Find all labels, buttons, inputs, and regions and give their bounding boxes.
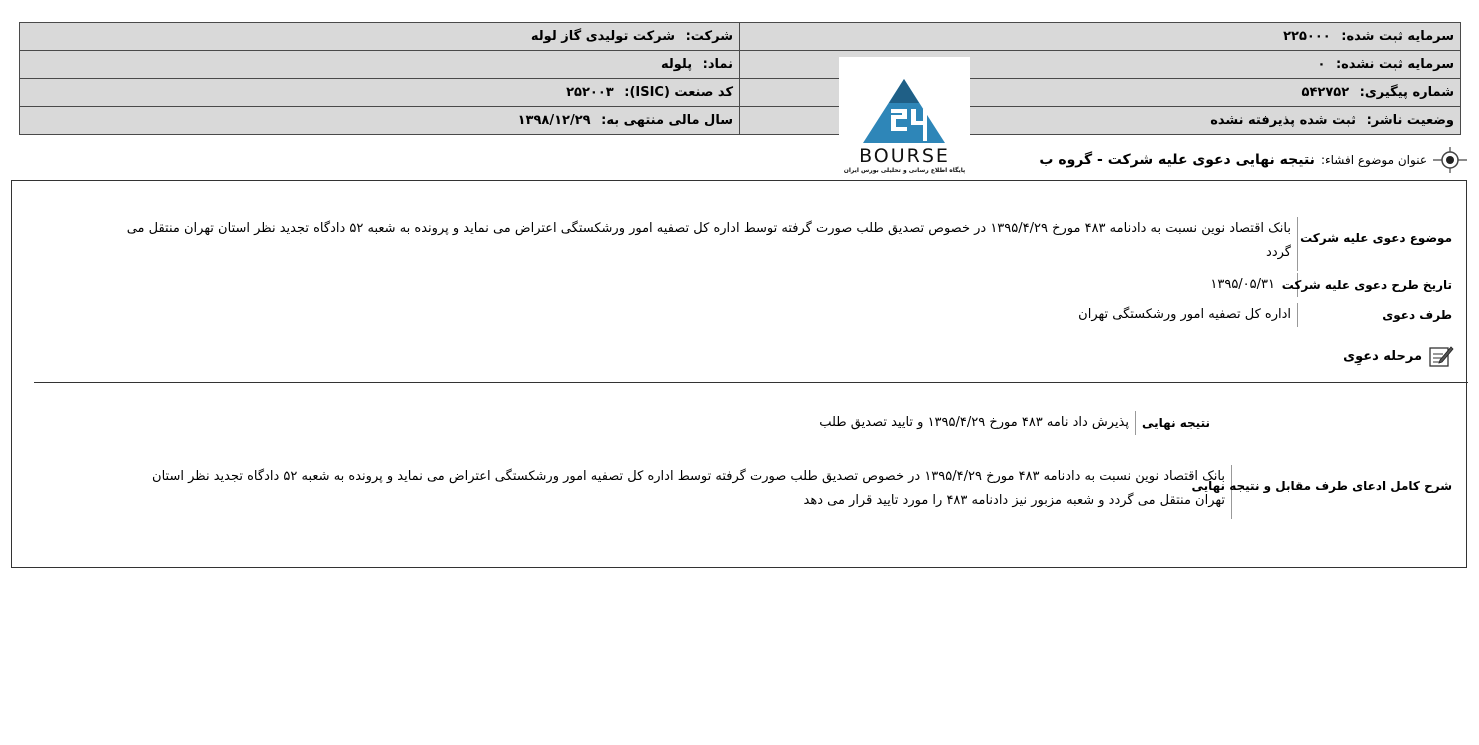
subject-label: عنوان موضوع افشاء:	[1320, 153, 1427, 167]
company-cell	[20, 23, 740, 51]
unregistered-capital-label: سرمایه ثبت نشده:	[1335, 57, 1454, 72]
final-result-value: پذیرش داد نامه ۴۸۳ مورخ ۱۳۹۵/۴/۲۹ و تایید تصدیق طلب	[819, 415, 1129, 430]
publisher-status-value: ثبت شده پذیرفته نشده	[1210, 113, 1357, 128]
lawsuit-date-value: ۱۳۹۵/۰۵/۳۱	[1210, 277, 1275, 292]
subject-title: نتیجه نهایی دعوی علیه شرکت - گروه ب	[1039, 152, 1315, 168]
company-label: شرکت:	[685, 29, 733, 44]
unregistered-capital-value: ۰	[1317, 57, 1326, 72]
stage-heading	[1343, 344, 1454, 368]
lawsuit-subject-label: موضوع دعوی علیه شرکت	[1297, 217, 1452, 271]
full-description-label: شرح کامل ادعای طرف مقابل و نتیجه نهایی	[1231, 465, 1452, 519]
fiscal-cell	[20, 107, 740, 135]
symbol-cell	[20, 51, 740, 79]
tracking-value: ۵۴۲۷۵۲	[1301, 85, 1350, 100]
disclosure-subject	[967, 147, 1467, 173]
lawsuit-details-box	[11, 180, 1467, 568]
bourse-logo	[839, 57, 970, 180]
isic-value: ۲۵۲۰۰۳	[566, 85, 614, 100]
final-result-label: نتیجه نهایی	[1135, 411, 1210, 435]
edit-note-icon	[1428, 344, 1454, 368]
lawsuit-date-label: تاریخ طرح دعوی علیه شرکت	[1297, 273, 1452, 297]
company-value: شرکت تولیدی گاز لوله	[530, 29, 676, 44]
fiscal-value: ۱۳۹۸/۱۲/۲۹	[517, 113, 591, 128]
registered-capital-value: ۲۲۵۰۰۰	[1283, 29, 1331, 44]
registered-capital-label: سرمایه ثبت شده:	[1341, 29, 1454, 44]
registered-capital-cell	[740, 23, 1461, 51]
symbol-value: پلوله	[661, 57, 693, 72]
lawsuit-party-row	[122, 303, 1452, 327]
lawsuit-subject-value: بانک اقتصاد نوین نسبت به دادنامه ۴۸۳ مورخ ۱۳۹۵/۴/۲۹ در خصوص تصدیق طلب صورت گرفته توسط اداره کل تصفیه امور ورشکستگی اعتراض می نماید و پرونده به شعبه ۵۲ دادگاه تجدید نظر استان تهران منتقل می گردد	[126, 221, 1291, 260]
lawsuit-date-row	[122, 273, 1452, 297]
lawsuit-party-value: اداره کل تصفیه امور ورشکستگی تهران	[1078, 307, 1291, 322]
lawsuit-party-label: طرف دعوی	[1297, 303, 1452, 327]
logo-word: BOURSE	[859, 145, 950, 167]
full-description-value: بانک اقتصاد نوین نسبت به دادنامه ۴۸۳ مورخ ۱۳۹۵/۴/۲۹ در خصوص تصدیق طلب صورت گرفته توسط اداره کل تصفیه امور ورشکستگی اعتراض می نماید و پرونده به شعبه ۵۲ دادگاه تجدید نظر استان تهران منتقل می گردد و شعبه مزبور نیز دادنامه ۴۸۳ را مورد تایید قرار می دهد	[152, 469, 1225, 508]
full-description-row	[122, 465, 1452, 519]
tracking-label: شماره پیگیری:	[1359, 85, 1454, 100]
logo-subtitle: پایگاه اطلاع رسانی و تحلیلی بورس ایران	[843, 167, 966, 174]
fiscal-label: سال مالی منتهی به:	[601, 113, 733, 128]
target-icon	[1433, 147, 1467, 173]
stage-divider	[34, 382, 1468, 383]
final-result-row	[150, 411, 1210, 435]
bourse-logo-mark	[839, 57, 970, 147]
publisher-status-label: وضعیت ناشر:	[1366, 113, 1454, 128]
stage-title: مرحله دعوِی	[1343, 348, 1422, 364]
symbol-label: نماد:	[702, 57, 733, 72]
company-info-table	[19, 22, 1461, 135]
isic-cell	[20, 79, 740, 107]
isic-label: کد صنعت (ISIC):	[624, 85, 733, 100]
lawsuit-subject-row	[122, 217, 1452, 271]
